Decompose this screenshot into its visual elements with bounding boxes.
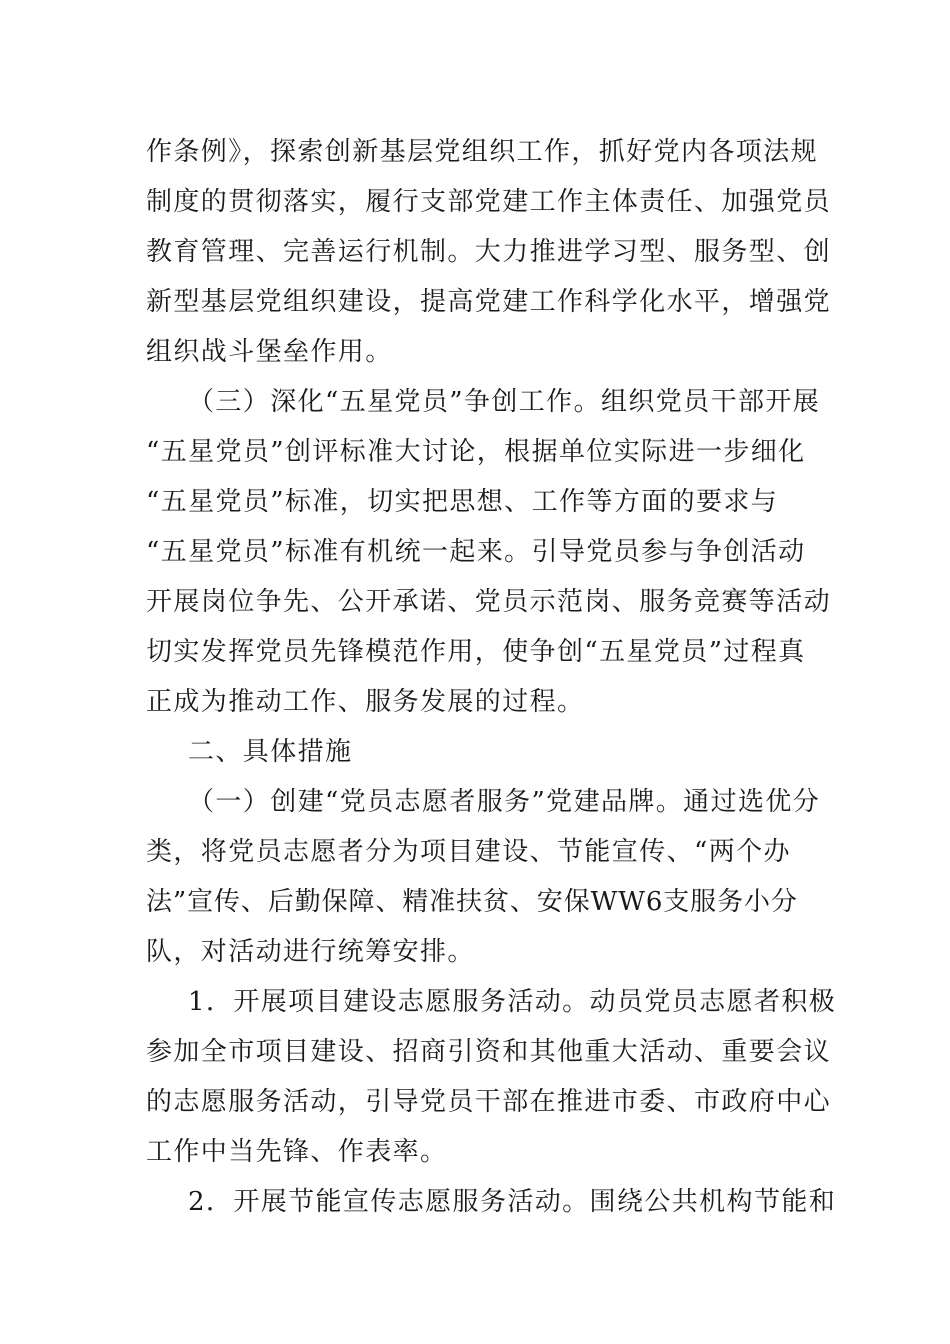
text-line: 的志愿服务活动，引导党员干部在推进市委、市政府中心 [146,1087,832,1117]
text-line: “五星党员”标准有机统一起来。引导党员参与争创活动 [146,537,806,567]
text-line: 法”宣传、后勤保障、精准扶贫、安保WW6支服务小分 [146,887,798,917]
text-line: 开展岗位争先、公开承诺、党员示范岗、服务竞赛等活动 [146,587,832,617]
text-line: 正成为推动工作、服务发展的过程。 [146,687,585,717]
text-line: 新型基层党组织建设，提高党建工作科学化水平，增强党 [146,287,832,317]
paragraph-start-line: 2．开展节能宣传志愿服务活动。围绕公共机构节能和 [188,1187,837,1217]
paragraph-start-line: （三）深化“五星党员”争创工作。组织党员干部开展 [188,387,821,417]
text-line: 队，对活动进行统筹安排。 [146,937,475,967]
text-line: 组织战斗堡垒作用。 [146,337,393,367]
text-line: 切实发挥党员先锋模范作用，使争创“五星党员”过程真 [146,637,806,667]
text-line: “五星党员”标准，切实把思想、工作等方面的要求与 [146,487,779,517]
text-line: 工作中当先锋、作表率。 [146,1137,448,1167]
text-line: 作条例》，探索创新基层党组织工作，抓好党内各项法规 [146,137,819,167]
text-line: 类，将党员志愿者分为项目建设、节能宣传、“两个办 [146,837,791,867]
paragraph-start-line: 1．开展项目建设志愿服务活动。动员党员志愿者积极 [188,987,837,1017]
text-line: 制度的贯彻落实，履行支部党建工作主体责任、加强党员 [146,187,832,217]
paragraph-start-line: （一）创建“党员志愿者服务”党建品牌。通过选优分 [188,787,821,817]
text-line: 教育管理、完善运行机制。大力推进学习型、服务型、创 [146,237,832,267]
document-body [146,127,837,1227]
section-heading: 二、具体措施 [188,737,353,767]
text-line: “五星党员”创评标准大讨论，根据单位实际进一步细化 [146,437,806,467]
text-line: 参加全市项目建设、招商引资和其他重大活动、重要会议 [146,1037,832,1067]
